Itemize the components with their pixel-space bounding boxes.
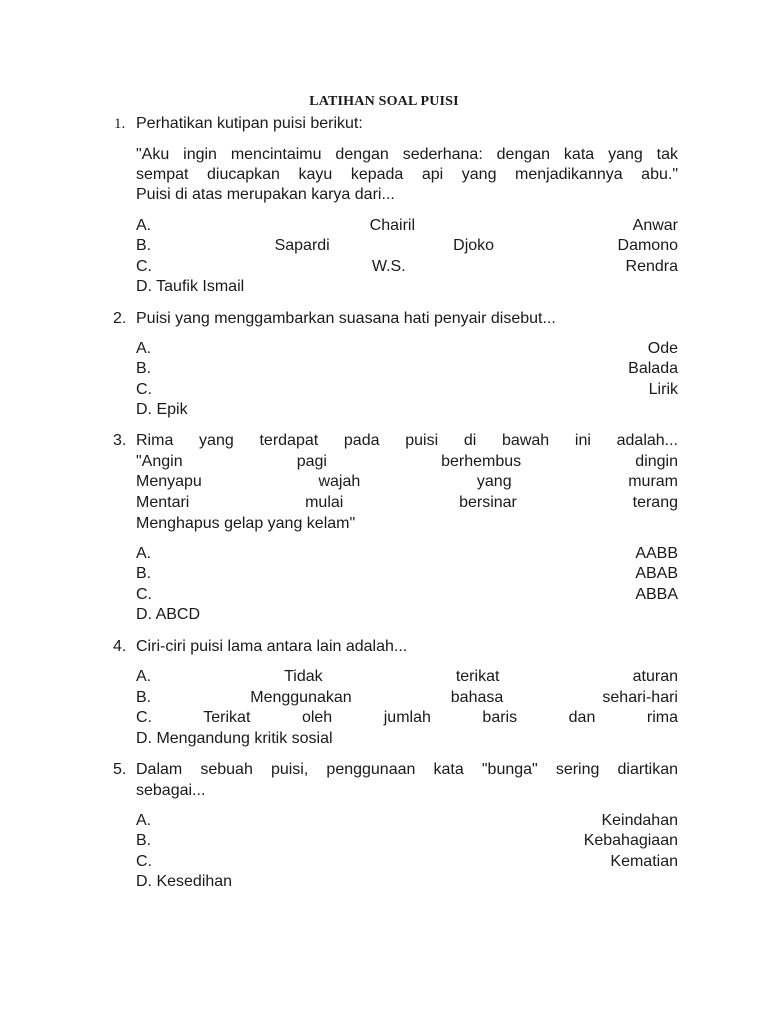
question-stem: Perhatikan kutipan puisi berikut:: [136, 115, 363, 132]
poem-quote-line: "Aku ingin mencintaimu dengan sederhana: dengan kata yang tak: [136, 146, 678, 163]
poem-quote-line: sempat diucapkan kayu kepada api yang menjadikannya abu.": [136, 166, 678, 183]
question-number: 3.: [113, 432, 127, 449]
answer-option[interactable]: D. Kesedihan: [136, 873, 233, 890]
answer-option[interactable]: C. W.S. Rendra: [136, 258, 678, 275]
answer-option[interactable]: B. Sapardi Djoko Damono: [136, 237, 678, 254]
poem-quote-line: Menyapu wajah yang muram: [136, 473, 678, 490]
answer-option[interactable]: C. Terikat oleh jumlah baris dan rima: [136, 709, 679, 726]
question-stem: Dalam sebuah puisi, penggunaan kata "bunga" sering diartikan: [136, 761, 678, 778]
question-prompt: Puisi di atas merupakan karya dari...: [136, 186, 395, 203]
page-title: LATIHAN SOAL PUISI: [309, 94, 459, 109]
poem-quote-line: Menghapus gelap yang kelam": [136, 515, 356, 532]
question-stem: Rima yang terdapat pada puisi di bawah ini adalah...: [136, 432, 678, 449]
answer-option[interactable]: D. Taufik Ismail: [136, 278, 245, 295]
answer-option[interactable]: D. Epik: [136, 401, 188, 418]
question-number: 2.: [113, 310, 127, 327]
answer-option[interactable]: D. Mengandung kritik sosial: [136, 730, 333, 747]
answer-option[interactable]: B. Menggunakan bahasa sehari-hari: [136, 689, 678, 706]
poem-quote-line: Mentari mulai bersinar terang: [136, 494, 678, 511]
answer-option[interactable]: A. Chairil Anwar: [136, 217, 678, 234]
question-number: 1.: [114, 116, 126, 132]
poem-quote-line: "Angin pagi berhembus dingin: [136, 453, 678, 470]
question-number: 4.: [113, 638, 127, 655]
question-stem: Puisi yang menggambarkan suasana hati penyair disebut...: [136, 310, 556, 327]
answer-option[interactable]: D. ABCD: [136, 606, 201, 623]
question-stem: sebagai...: [136, 782, 206, 799]
question-stem: Ciri-ciri puisi lama antara lain adalah...: [136, 638, 408, 655]
question-number: 5.: [113, 761, 127, 778]
answer-option[interactable]: A. Tidak terikat aturan: [136, 668, 679, 685]
